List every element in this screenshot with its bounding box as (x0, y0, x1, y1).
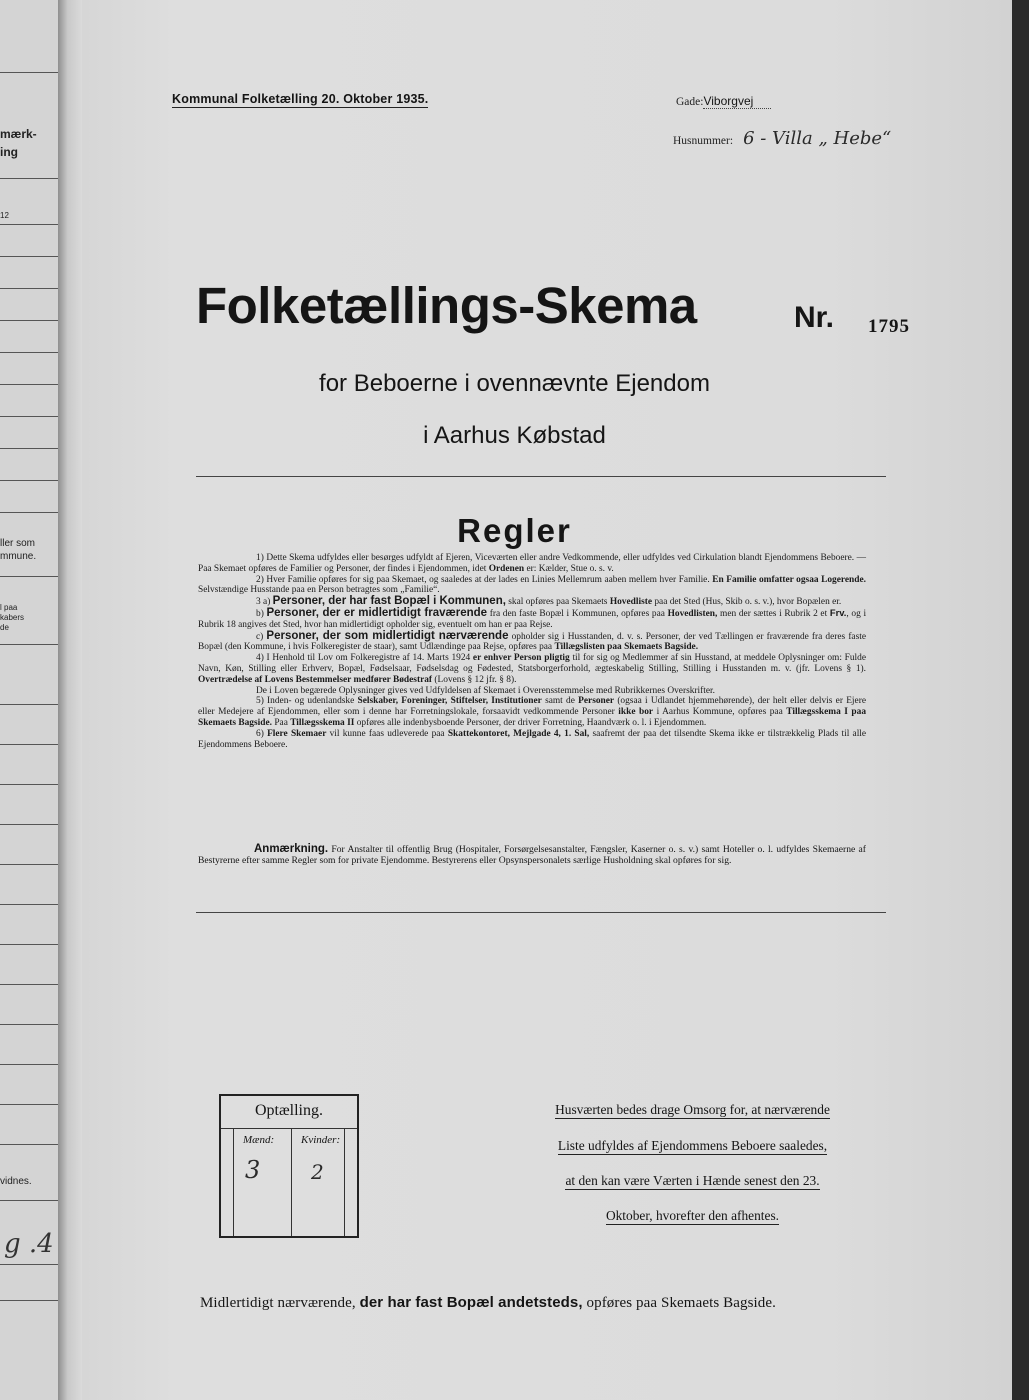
rule-2: 2) Hver Familie opføres for sig paa Skemaet, og saaledes at der lades en Linies Mellemrum aaben mellem hver Familie. En Familie omfatter ogsaa Logerende. Selvstændige Husstande paa en Person betragtes som „Familie“. (198, 574, 866, 596)
house-number-field (673, 128, 891, 149)
form-number-label: Nr. (794, 301, 835, 334)
rule-3c: c) Personer, der som midlertidigt nærværende opholder sig i Husstanden, d. v. s. Personer, der ved Tællingen er fraværende fra deres faste Bopæl (den Kommune, i hvis Folkeregister de staar), samt Udlændinge paa Rejse, opføres paa Tillægslisten paa Skemaets Bagside. (198, 629, 867, 653)
rule-3a: 3 a) Personer, der har fast Bopæl i Kommunen, skal opføres paa Skemaets Hovedliste paa det Sted (Hus, Skib o. s. v.), hvor Bopælen er. (256, 595, 842, 608)
left-fragment: kabers (0, 613, 25, 622)
notice-line-2: Liste udfyldes af Ejendommens Beboere saaledes, (557, 1138, 828, 1153)
rule-4b: De i Loven begærede Oplysninger gives ved Udfyldelsen af Skemaet i Overensstemmelse med Rubrikkernes Overskrifter. (256, 685, 715, 696)
rule-4: 4) I Henhold til Lov om Folkeregistre af 14. Marts 1924 er enhver Person pligtig til for sig og Medlemmer af sin Husstand, at meddele Oplysninger om: Fulde Navn, Køn, Stilling eller Erhverv, Bopæl, Fødselsaar, Fødselsdag og Fødested, Statsborgerforhold, ægteskabelig Stilling, Stilling i Husstanden m. v. (jfr. Lovens § 1). Overtrædelse af Lovens Bestemmelser medfører Bødestraf (Lovens § 12 jfr. § 8). (198, 653, 866, 685)
street-field (676, 92, 771, 110)
census-title: Kommunal Folketælling 20. Oktober 1935. (172, 92, 429, 106)
rule-1: 1) Dette Skema udfyldes eller besørges udfyldt af Ejeren, Viceværten eller andre Vedkommende, eller udfyldes ved Cirkulation blandt Ejendommens Beboere. — Paa Skemaet opføres de Familier og Personer, der findes i Ejendommen, idet Ordenen er: Kælder, Stue o. s. v. (198, 553, 866, 574)
tally-title: Optælling. (254, 1102, 323, 1119)
house-number-label: Husnummer: (673, 135, 734, 147)
scan-edge (1012, 0, 1029, 1400)
divider (196, 912, 886, 913)
rule-6: 6) Flere Skemaer vil kunne faas udleverede paa Skattekontoret, Mejlgade 4, 1. Sal, saafremt der paa det tilsendte Skema ikke er tilstrækkelig Plads til alle Ejendommens Beboere. (198, 728, 867, 750)
street-value: Viborgvej (703, 94, 771, 109)
form-subtitle: for Beboerne i ovennævnte Ejendom (319, 370, 710, 397)
left-fragment: l paa (0, 603, 18, 612)
tally-box (219, 1094, 359, 1238)
men-count: 3 (245, 1156, 261, 1184)
house-number-value: 6 - Villa „ Hebe“ (743, 128, 892, 149)
left-fragment: ller som (0, 538, 36, 549)
left-fragment: mmune. (0, 551, 37, 562)
notice-line-4: Oktober, hvorefter den afhentes. (605, 1208, 780, 1223)
left-fragment: ing (0, 145, 18, 159)
footer-post: opføres paa Skemaets Bagside. (586, 1295, 777, 1311)
rules-heading: Regler (457, 512, 572, 549)
previous-page-edge (0, 0, 59, 1400)
notice-line-1: Husværten bedes drage Omsorg for, at nærværende (555, 1102, 830, 1117)
form-number-value: 1795 (868, 316, 910, 337)
rule-3b: b) Personer, der er midlertidigt fraværende fra den faste Bopæl i Kommunen, opføres paa Hovedlisten, men der sættes i Rubrik 2 et Frv., og i Rubrik 18 angives det Sted, hvor han midlertidigt opholder sig, eventuelt om han er paa Rejse. (198, 606, 867, 630)
footer-pre: Midlertidigt nærværende, (200, 1295, 356, 1311)
street-label: Gade: (676, 96, 704, 108)
left-handwriting: g .4 (4, 1229, 54, 1259)
remark-paragraph (198, 844, 866, 867)
footer-bold: der har fast Bopæl andetsteds, (359, 1294, 583, 1311)
form-title: Folketællings-Skema (196, 277, 697, 334)
form-location: i Aarhus Købstad (423, 422, 606, 449)
left-fragment: 12 (0, 211, 9, 220)
left-fragment: vidnes. (0, 1176, 32, 1187)
remark-text: For Anstalter til offentlig Brug (Hospitaler, Forsørgelsesanstalter, Fængsler, Kaserner o. s. v.) samt Hoteller o. l. udfyldes Skemaerne af Bestyrerne efter samme Regler som for private Ejendomme. Bestyrerens eller Opsynspersonalets særlige Husholdning skal opføres for sig. (198, 844, 866, 867)
remark-lead: Anmærkning. (254, 843, 329, 855)
binding-gutter (58, 0, 82, 1400)
left-fragment: de (0, 623, 9, 632)
rule-5: 5) Inden- og udenlandske Selskaber, Foreninger, Stiftelser, Institutioner samt de Personer (ogsaa i Udlandet hjemmehørende), der helt eller delvis er Ejere eller Medejere af Ejendommen, eller som i denne har Forretningslokale, forsaavidt vedkommende Personer ikke bor i Aarhus Kommune, opføres paa Tillægsskema I paa Skemaets Bagside. Paa Tillægsskema II opføres alle indenbysboende Personer, der driver Forretning, Haandværk o. l. i Ejendommen. (198, 696, 867, 728)
women-label: Kvinder: (301, 1134, 341, 1146)
men-label: Mænd: (243, 1134, 275, 1146)
divider (196, 476, 886, 477)
notice-line-3: at den kan være Værten i Hænde senest den 23. (565, 1173, 820, 1188)
rules-text (198, 553, 866, 750)
footer-note (200, 1294, 776, 1312)
women-count: 2 (311, 1160, 324, 1184)
left-fragment: mærk- (0, 127, 37, 141)
